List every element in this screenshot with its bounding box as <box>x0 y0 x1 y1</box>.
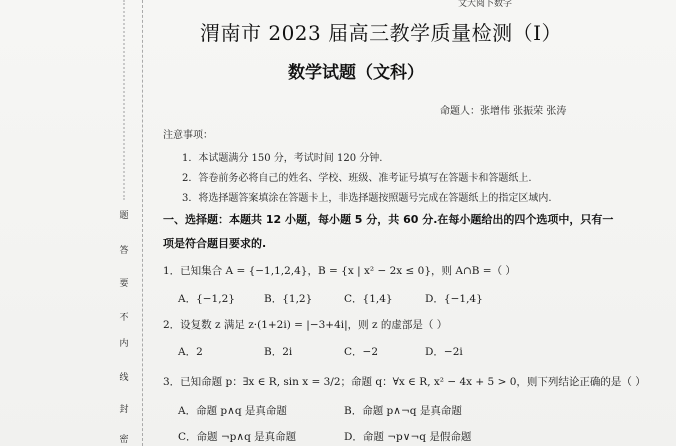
top-strip-text: 文大阅卜数字 <box>458 0 513 8</box>
section-instructions-line2: 项是符合题目要求的. <box>163 237 267 250</box>
proposers-line: 命题人：张增伟 张振荣 张涛 <box>440 106 567 117</box>
note-item: 1．本试题满分 150 分，考试时间 120 分钟. <box>182 153 383 164</box>
binding-char: 题 <box>119 211 129 221</box>
question-3-option-d: D．命题 ¬p∨¬q 是假命题 <box>344 431 472 443</box>
question-1-option-a: A．{−1,2} <box>178 293 235 305</box>
exam-subtitle: 数学试题（文科） <box>288 63 424 83</box>
note-item: 3．将选择题答案填涂在答题卡上，非选择题按照题号完成在答题纸上的指定区域内. <box>182 193 552 204</box>
question-2-option-c: C．−2 <box>344 346 379 358</box>
question-2-option-d: D．−2i <box>425 346 463 358</box>
question-1-stem: 1．已知集合 A = {−1,1,2,4}，B = {x | x² − 2x ≤ 0}，则 A∩B =（ ） <box>163 265 516 277</box>
question-1-option-d: D．{−1,4} <box>425 293 483 305</box>
question-1-option-b: B．{1,2} <box>264 293 313 305</box>
question-3-stem: 3．已知命题 p：∃x ∈ R, sin x = 3/2；命题 q：∀x ∈ R, x² − 4x + 5 > 0，则下列结论正确的是（ ） <box>163 376 646 388</box>
question-2-option-a: A．2 <box>178 346 203 358</box>
section-instructions-line1: 一、选择题：本题共 12 小题，每小题 5 分，共 60 分.在每小题给出的四个选项中，只有一 <box>163 213 614 226</box>
binding-char: 答 <box>119 246 129 256</box>
binding-char: 封 <box>119 405 129 415</box>
binding-char: 要 <box>119 279 129 289</box>
question-3-option-b: B．命题 p∧¬q 是真命题 <box>344 405 462 417</box>
binding-char: 内 <box>119 339 129 349</box>
binding-char: 线 <box>119 373 129 383</box>
note-item: 2．答卷前务必将自己的姓名、学校、班级、准考证号填写在答题卡和答题纸上. <box>182 173 532 184</box>
binding-dotted-line <box>123 0 125 200</box>
question-2-stem: 2．设复数 z 满足 z·(1+2i) = |−3+4i|，则 z 的虚部是（ ） <box>163 319 448 331</box>
exam-title: 渭南市 2023 届高三教学质量检测（Ⅰ） <box>200 21 563 45</box>
question-1-option-c: C．{1,4} <box>344 293 393 305</box>
binding-char: 密 <box>119 435 129 445</box>
question-2-option-b: B．2i <box>264 346 293 358</box>
notes-heading: 注意事项： <box>163 130 213 141</box>
question-3-option-c: C．命题 ¬p∧q 是真命题 <box>178 431 297 443</box>
question-3-option-a: A．命题 p∧q 是真命题 <box>178 405 287 417</box>
binding-char: 不 <box>119 313 129 323</box>
